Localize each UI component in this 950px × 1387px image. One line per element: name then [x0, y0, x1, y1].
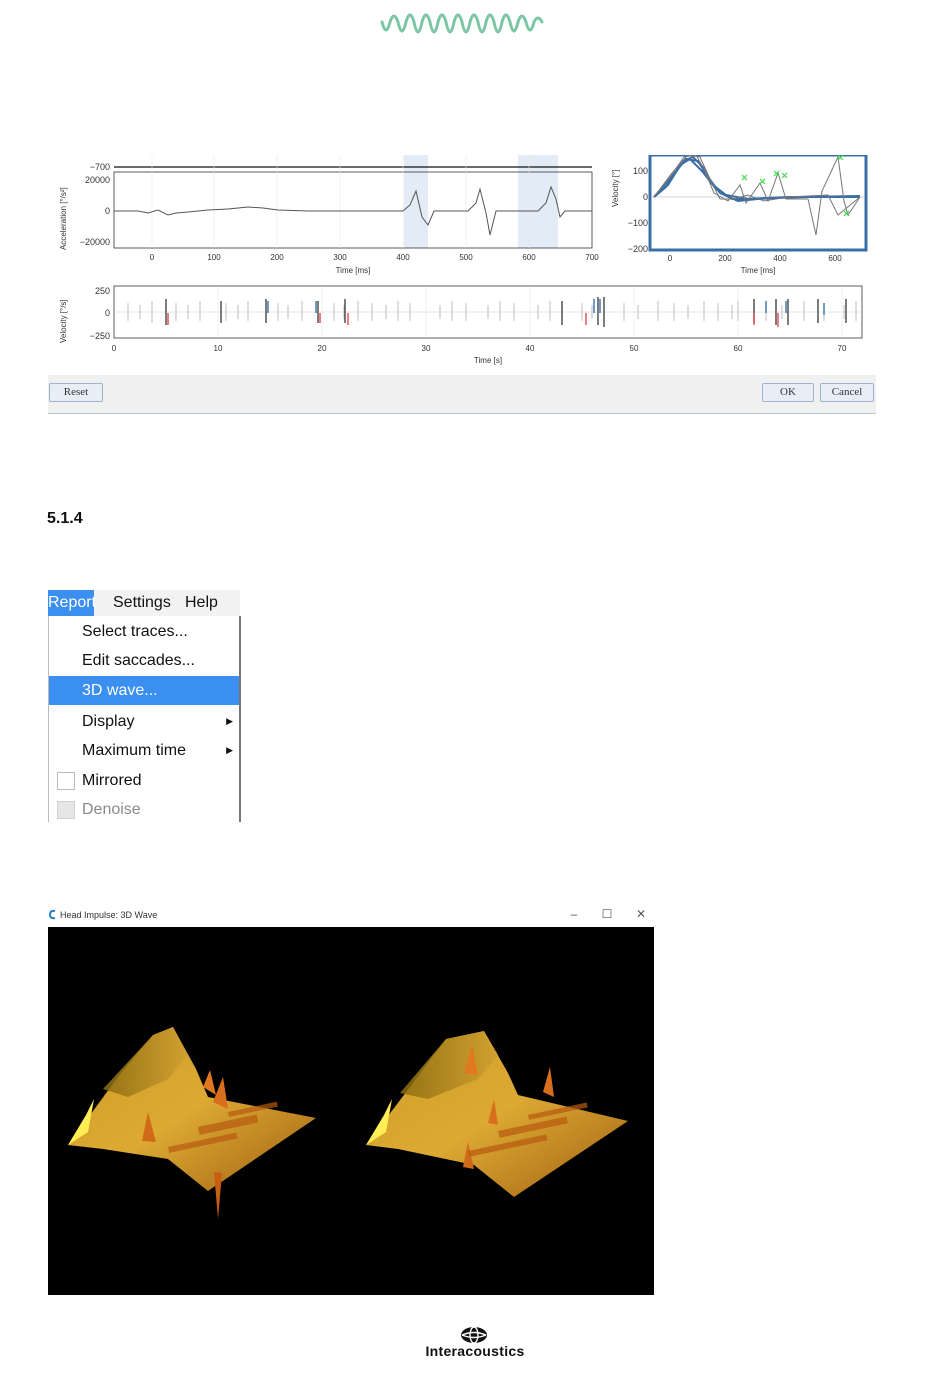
3d-surface-right [366, 1031, 628, 1197]
3d-wave-canvas [48, 927, 654, 1295]
submenu-arrow-icon: ▶ [226, 716, 233, 726]
overview-xtick: 0 [111, 344, 117, 353]
vel-ytick: 0 [642, 192, 648, 202]
reset-button[interactable]: Reset [49, 383, 103, 402]
menu-help[interactable]: Help [185, 594, 218, 611]
waveform-logo-icon [380, 8, 546, 44]
menu-item-display[interactable] [49, 707, 239, 736]
overview-velocity-chart [59, 286, 862, 365]
vel-ylabel: Velocity [°] [611, 169, 620, 207]
vel-ytick: −200 [627, 244, 648, 254]
vel-ytick: 100 [632, 166, 648, 176]
charts-canvas [48, 155, 876, 375]
acc-xtick: 700 [585, 253, 599, 262]
window-title-bar [48, 905, 654, 927]
cancel-button[interactable]: Cancel [820, 383, 874, 402]
window-title: Head Impulse: 3D Wave [60, 910, 158, 920]
menu-item-denoise [49, 795, 239, 824]
acc-ytick: 0 [104, 206, 110, 216]
mirrored-checkbox[interactable] [57, 772, 75, 790]
vel-xtick: 400 [773, 254, 787, 263]
overview-ylabel: Velocity [°/s] [59, 299, 68, 343]
menu-item-maximum-time[interactable] [49, 736, 239, 765]
menu-item-mirrored[interactable] [49, 766, 239, 795]
minimize-icon[interactable]: – [570, 907, 578, 921]
menu-item-3d-wave[interactable] [49, 676, 239, 705]
menu-item-label: Select traces... [82, 623, 188, 640]
overview-xtick: 20 [317, 344, 327, 353]
report-dropdown-menu [48, 616, 241, 822]
ok-button[interactable]: OK [762, 383, 814, 402]
menu-report[interactable]: Report [48, 590, 94, 616]
menu-item-select-traces[interactable] [49, 617, 239, 646]
vel-xlabel: Time [ms] [740, 266, 776, 275]
vel-xtick: 600 [828, 254, 842, 263]
acc-ytick: −700 [89, 162, 110, 172]
acc-xtick: 300 [333, 253, 347, 262]
acc-ytick: −20000 [79, 237, 110, 247]
vel-ytick: −100 [627, 218, 648, 228]
vel-xtick: 200 [718, 254, 732, 263]
overview-xlabel: Time [s] [473, 356, 503, 365]
denoise-checkbox [57, 801, 75, 819]
submenu-arrow-icon: ▶ [226, 745, 233, 755]
menu-item-edit-saccades[interactable] [49, 646, 239, 675]
3d-surface-left [68, 1027, 316, 1219]
menu-item-label: Mirrored [82, 772, 142, 789]
impulse-analysis-dialog [48, 155, 876, 414]
section-number: 5.1.4 [47, 510, 83, 527]
app-icon [48, 909, 57, 920]
acc-xlabel: Time [ms] [335, 266, 371, 275]
menu-item-label: Edit saccades... [82, 652, 195, 669]
overview-xtick: 40 [525, 344, 535, 353]
acc-xtick: 600 [522, 253, 536, 262]
acc-ylabel: Acceleration [°/s²] [59, 187, 68, 250]
close-icon[interactable]: ✕ [635, 907, 647, 921]
menu-item-label: Denoise [82, 801, 141, 818]
acceleration-chart [59, 155, 599, 275]
menu-item-label: 3D wave... [82, 682, 158, 699]
overview-xtick: 10 [213, 344, 223, 353]
overview-xtick: 70 [837, 344, 847, 353]
acc-xtick: 100 [207, 253, 221, 262]
acc-xtick: 200 [270, 253, 284, 262]
menu-bar [48, 590, 240, 616]
overview-ytick: 250 [94, 286, 110, 296]
vel-xtick: 0 [667, 254, 673, 263]
overview-ytick: −250 [89, 331, 110, 341]
menu-item-label: Maximum time [82, 742, 187, 759]
overview-xtick: 50 [629, 344, 639, 353]
velocity-trace-chart [611, 155, 866, 275]
menu-item-label: Display [82, 713, 135, 730]
acc-ytick: 20000 [84, 175, 110, 185]
footer-brand: Interacoustics [425, 1343, 525, 1359]
acc-xtick: 500 [459, 253, 473, 262]
3d-wave-window [48, 905, 654, 1295]
acc-xtick: 400 [396, 253, 410, 262]
overview-xtick: 30 [421, 344, 431, 353]
interacoustics-globe-icon [459, 1326, 489, 1344]
menu-settings[interactable]: Settings [113, 594, 171, 611]
acc-xtick: 0 [149, 253, 155, 262]
overview-ytick: 0 [104, 308, 110, 318]
maximize-icon[interactable]: ☐ [601, 907, 613, 921]
overview-xtick: 60 [733, 344, 743, 353]
